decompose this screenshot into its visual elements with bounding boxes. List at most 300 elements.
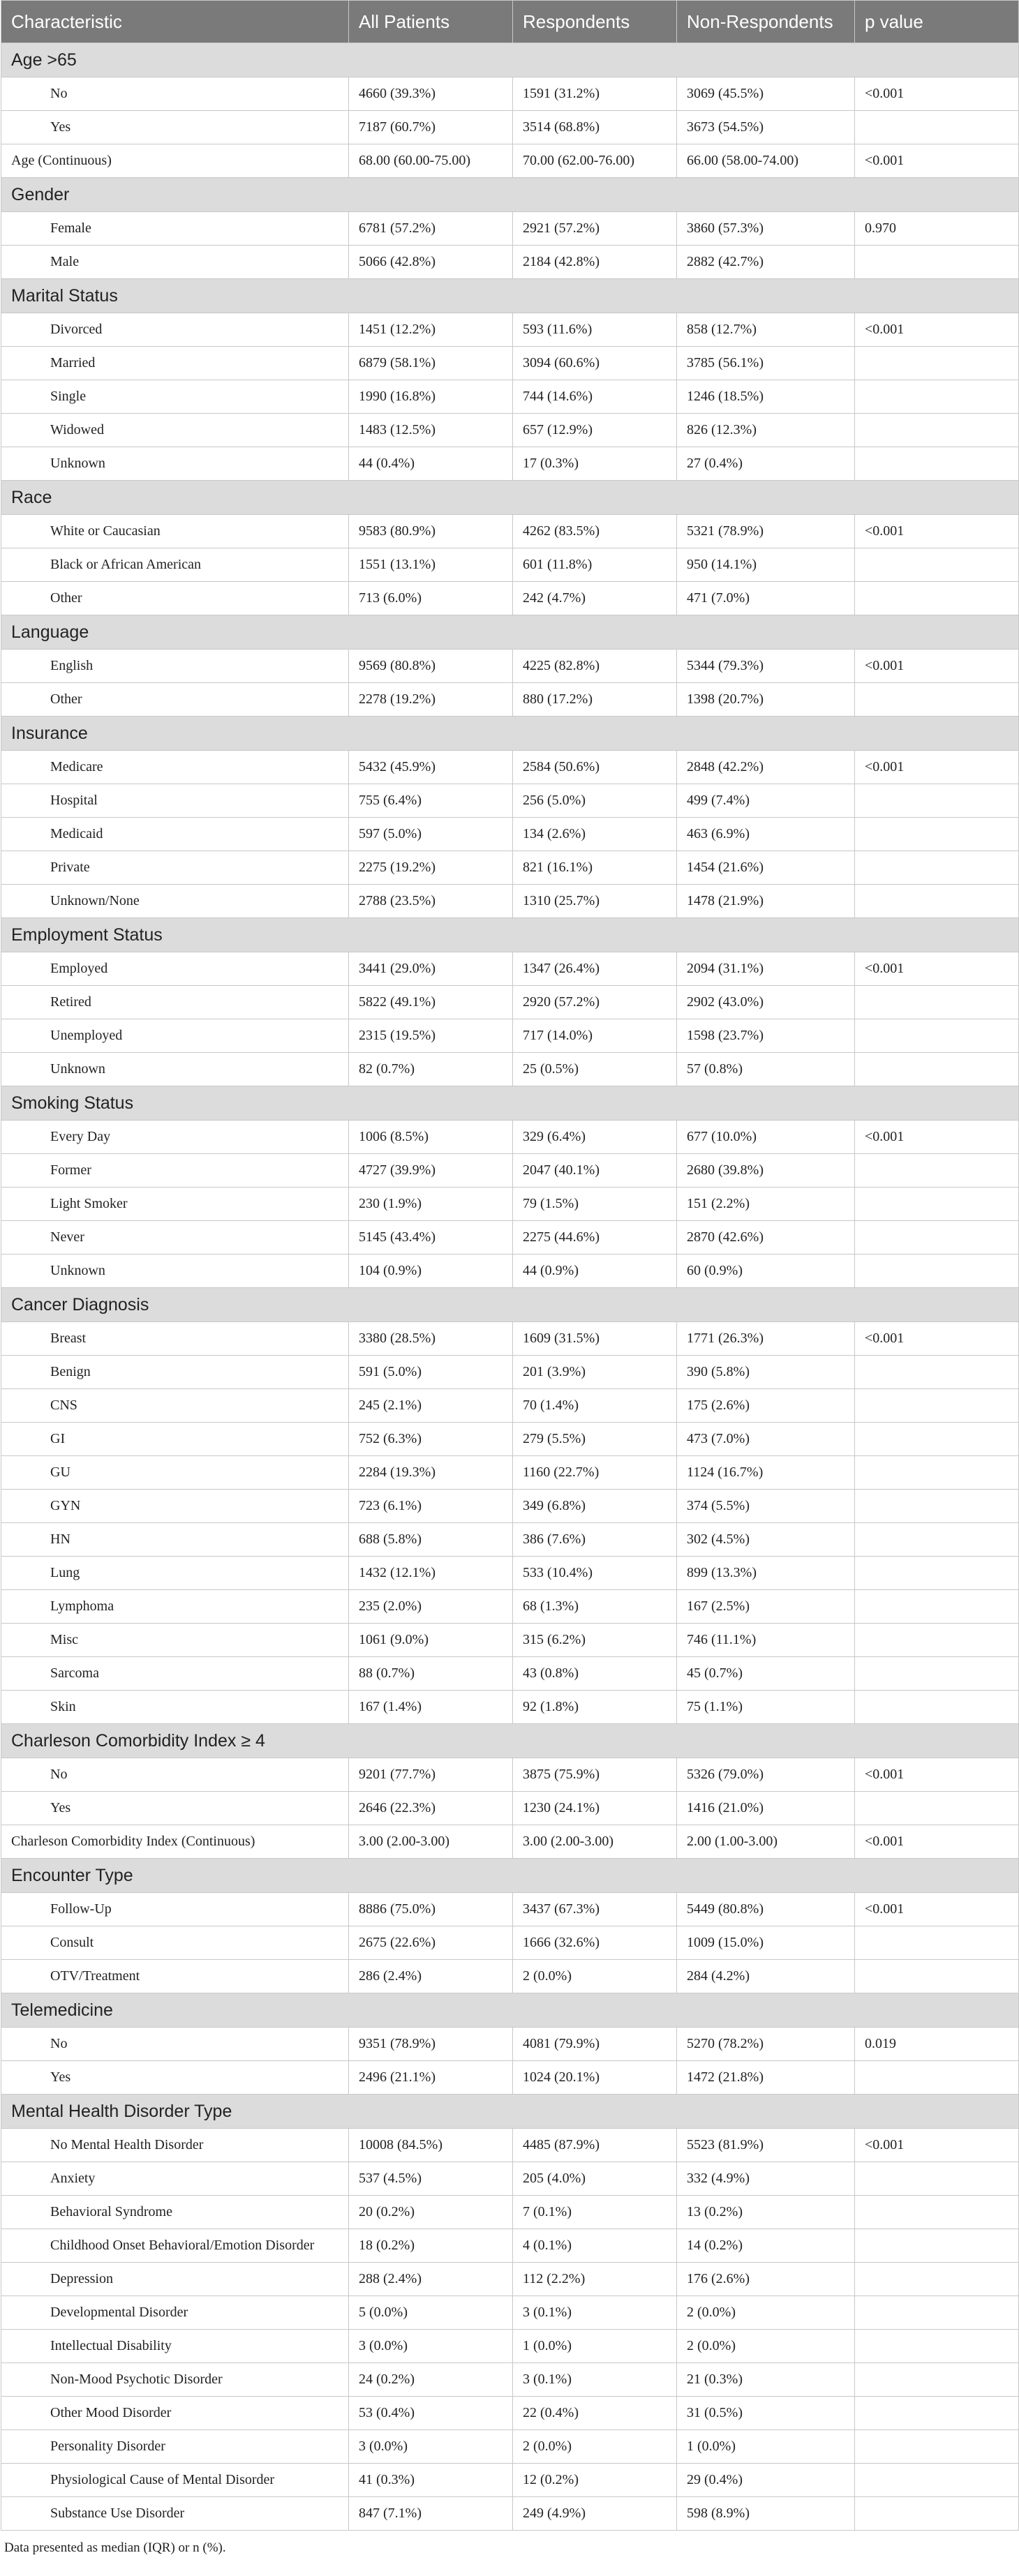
p-value-cell: [855, 1389, 1019, 1423]
group-label: Language: [1, 615, 1019, 650]
p-value-cell: <0.001: [855, 77, 1019, 111]
characteristic-cell: Divorced: [1, 313, 349, 347]
non-respondents-cell: 167 (2.5%): [677, 1590, 855, 1624]
table-row: [1, 751, 1019, 784]
p-value-cell: [855, 582, 1019, 615]
p-value-cell: <0.001: [855, 1322, 1019, 1356]
all-patients-cell: 3 (0.0%): [349, 2330, 513, 2363]
all-patients-cell: 9351 (78.9%): [349, 2028, 513, 2061]
group-header-row: [1, 1288, 1019, 1322]
group-label: Marital Status: [1, 279, 1019, 313]
non-respondents-cell: 677 (10.0%): [677, 1121, 855, 1154]
table-row: [1, 650, 1019, 683]
p-value-cell: [855, 447, 1019, 481]
group-header-row: [1, 178, 1019, 212]
table-row: [1, 212, 1019, 246]
characteristic-cell: Charleson Comorbidity Index (Continuous): [1, 1825, 349, 1859]
table-row: [1, 1019, 1019, 1053]
p-value-cell: [855, 1960, 1019, 1993]
characteristic-cell: No Mental Health Disorder: [1, 2129, 349, 2162]
p-value-cell: [855, 851, 1019, 885]
table-row: [1, 1792, 1019, 1825]
header-p-value: p value: [855, 1, 1019, 43]
table-row: [1, 2263, 1019, 2296]
non-respondents-cell: 899 (13.3%): [677, 1557, 855, 1590]
table-row: [1, 144, 1019, 178]
all-patients-cell: 537 (4.5%): [349, 2162, 513, 2196]
respondents-cell: 657 (12.9%): [513, 414, 677, 447]
respondents-cell: 1160 (22.7%): [513, 1456, 677, 1490]
p-value-cell: <0.001: [855, 1121, 1019, 1154]
table-row: [1, 1825, 1019, 1859]
table-header-row: [1, 1, 1019, 43]
p-value-cell: [855, 1255, 1019, 1288]
table-row: [1, 2296, 1019, 2330]
respondents-cell: 1024 (20.1%): [513, 2061, 677, 2095]
table-row: [1, 246, 1019, 279]
all-patients-cell: 688 (5.8%): [349, 1523, 513, 1557]
all-patients-cell: 288 (2.4%): [349, 2263, 513, 2296]
all-patients-cell: 53 (0.4%): [349, 2397, 513, 2430]
table-row: [1, 1221, 1019, 1255]
respondents-cell: 1666 (32.6%): [513, 1926, 677, 1960]
non-respondents-cell: 2 (0.0%): [677, 2296, 855, 2330]
characteristic-cell: GYN: [1, 1490, 349, 1523]
respondents-cell: 1609 (31.5%): [513, 1322, 677, 1356]
p-value-cell: <0.001: [855, 515, 1019, 548]
all-patients-cell: 1432 (12.1%): [349, 1557, 513, 1590]
all-patients-cell: 5432 (45.9%): [349, 751, 513, 784]
non-respondents-cell: 471 (7.0%): [677, 582, 855, 615]
group-header-row: [1, 481, 1019, 515]
table-row: [1, 1255, 1019, 1288]
all-patients-cell: 3.00 (2.00-3.00): [349, 1825, 513, 1859]
header-all-patients: All Patients: [349, 1, 513, 43]
respondents-cell: 3875 (75.9%): [513, 1758, 677, 1792]
characteristic-cell: Intellectual Disability: [1, 2330, 349, 2363]
non-respondents-cell: 66.00 (58.00-74.00): [677, 144, 855, 178]
all-patients-cell: 245 (2.1%): [349, 1389, 513, 1423]
respondents-cell: 1 (0.0%): [513, 2330, 677, 2363]
p-value-cell: [855, 2497, 1019, 2531]
table-row: [1, 1624, 1019, 1657]
p-value-cell: [855, 2464, 1019, 2497]
table-row: [1, 683, 1019, 717]
table-row: [1, 548, 1019, 582]
table-row: [1, 986, 1019, 1019]
respondents-cell: 4262 (83.5%): [513, 515, 677, 548]
all-patients-cell: 8886 (75.0%): [349, 1893, 513, 1926]
characteristic-cell: No: [1, 1758, 349, 1792]
respondents-cell: 2920 (57.2%): [513, 986, 677, 1019]
characteristic-cell: Sarcoma: [1, 1657, 349, 1691]
all-patients-cell: 597 (5.0%): [349, 818, 513, 851]
all-patients-cell: 9583 (80.9%): [349, 515, 513, 548]
patient-characteristics-table: [1, 0, 1019, 2531]
respondents-cell: 112 (2.2%): [513, 2263, 677, 2296]
group-label: Charleson Comorbidity Index ≥ 4: [1, 1724, 1019, 1758]
all-patients-cell: 88 (0.7%): [349, 1657, 513, 1691]
p-value-cell: [855, 1456, 1019, 1490]
table-row: [1, 1691, 1019, 1724]
non-respondents-cell: 29 (0.4%): [677, 2464, 855, 2497]
characteristic-cell: Follow-Up: [1, 1893, 349, 1926]
respondents-cell: 3 (0.1%): [513, 2363, 677, 2397]
all-patients-cell: 752 (6.3%): [349, 1423, 513, 1456]
respondents-cell: 3094 (60.6%): [513, 347, 677, 380]
characteristic-cell: Hospital: [1, 784, 349, 818]
group-header-row: [1, 2095, 1019, 2129]
p-value-cell: [855, 683, 1019, 717]
non-respondents-cell: 598 (8.9%): [677, 2497, 855, 2531]
table-row: [1, 1758, 1019, 1792]
all-patients-cell: 286 (2.4%): [349, 1960, 513, 1993]
group-header-row: [1, 1724, 1019, 1758]
p-value-cell: 0.019: [855, 2028, 1019, 2061]
non-respondents-cell: 1478 (21.9%): [677, 885, 855, 918]
table-row: [1, 2497, 1019, 2531]
p-value-cell: [855, 1019, 1019, 1053]
non-respondents-cell: 858 (12.7%): [677, 313, 855, 347]
group-header-row: [1, 1086, 1019, 1121]
p-value-cell: [855, 1590, 1019, 1624]
non-respondents-cell: 2680 (39.8%): [677, 1154, 855, 1188]
respondents-cell: 2047 (40.1%): [513, 1154, 677, 1188]
characteristic-cell: Other: [1, 582, 349, 615]
characteristic-cell: Single: [1, 380, 349, 414]
all-patients-cell: 68.00 (60.00-75.00): [349, 144, 513, 178]
p-value-cell: [855, 2196, 1019, 2229]
characteristic-cell: Light Smoker: [1, 1188, 349, 1221]
non-respondents-cell: 1454 (21.6%): [677, 851, 855, 885]
group-label: Smoking Status: [1, 1086, 1019, 1121]
respondents-cell: 22 (0.4%): [513, 2397, 677, 2430]
p-value-cell: [855, 986, 1019, 1019]
p-value-cell: [855, 2296, 1019, 2330]
non-respondents-cell: 1 (0.0%): [677, 2430, 855, 2464]
table-body: [1, 43, 1019, 2531]
all-patients-cell: 235 (2.0%): [349, 1590, 513, 1624]
all-patients-cell: 9201 (77.7%): [349, 1758, 513, 1792]
respondents-cell: 70 (1.4%): [513, 1389, 677, 1423]
p-value-cell: [855, 1221, 1019, 1255]
table-row: [1, 2061, 1019, 2095]
table-row: [1, 1590, 1019, 1624]
all-patients-cell: 2675 (22.6%): [349, 1926, 513, 1960]
characteristic-cell: Unknown/None: [1, 885, 349, 918]
p-value-cell: <0.001: [855, 1893, 1019, 1926]
all-patients-cell: 41 (0.3%): [349, 2464, 513, 2497]
non-respondents-cell: 175 (2.6%): [677, 1389, 855, 1423]
table-row: [1, 347, 1019, 380]
non-respondents-cell: 1771 (26.3%): [677, 1322, 855, 1356]
all-patients-cell: 755 (6.4%): [349, 784, 513, 818]
table-row: [1, 1523, 1019, 1557]
non-respondents-cell: 3069 (45.5%): [677, 77, 855, 111]
all-patients-cell: 6781 (57.2%): [349, 212, 513, 246]
table-row: [1, 1960, 1019, 1993]
non-respondents-cell: 284 (4.2%): [677, 1960, 855, 1993]
non-respondents-cell: 151 (2.2%): [677, 1188, 855, 1221]
table-row: [1, 1423, 1019, 1456]
p-value-cell: <0.001: [855, 313, 1019, 347]
respondents-cell: 533 (10.4%): [513, 1557, 677, 1590]
all-patients-cell: 3380 (28.5%): [349, 1322, 513, 1356]
table-row: [1, 414, 1019, 447]
respondents-cell: 3514 (68.8%): [513, 111, 677, 144]
table-row: [1, 2330, 1019, 2363]
characteristic-cell: Unknown: [1, 447, 349, 481]
characteristic-cell: Misc: [1, 1624, 349, 1657]
p-value-cell: 0.970: [855, 212, 1019, 246]
non-respondents-cell: 302 (4.5%): [677, 1523, 855, 1557]
characteristic-cell: Other Mood Disorder: [1, 2397, 349, 2430]
group-label: Mental Health Disorder Type: [1, 2095, 1019, 2129]
group-label: Age >65: [1, 43, 1019, 77]
header-respondents: Respondents: [513, 1, 677, 43]
non-respondents-cell: 2882 (42.7%): [677, 246, 855, 279]
group-label: Telemedicine: [1, 1993, 1019, 2028]
characteristic-cell: Every Day: [1, 1121, 349, 1154]
characteristic-cell: Substance Use Disorder: [1, 2497, 349, 2531]
table-row: [1, 1926, 1019, 1960]
all-patients-cell: 1990 (16.8%): [349, 380, 513, 414]
p-value-cell: <0.001: [855, 1758, 1019, 1792]
table-row: [1, 952, 1019, 986]
all-patients-cell: 2284 (19.3%): [349, 1456, 513, 1490]
all-patients-cell: 713 (6.0%): [349, 582, 513, 615]
group-header-row: [1, 918, 1019, 952]
characteristic-cell: Behavioral Syndrome: [1, 2196, 349, 2229]
p-value-cell: [855, 1523, 1019, 1557]
respondents-cell: 2584 (50.6%): [513, 751, 677, 784]
non-respondents-cell: 5344 (79.3%): [677, 650, 855, 683]
p-value-cell: [855, 1624, 1019, 1657]
group-label: Gender: [1, 178, 1019, 212]
p-value-cell: [855, 380, 1019, 414]
characteristic-cell: Consult: [1, 1926, 349, 1960]
non-respondents-cell: 2848 (42.2%): [677, 751, 855, 784]
respondents-cell: 2 (0.0%): [513, 1960, 677, 1993]
p-value-cell: [855, 2263, 1019, 2296]
p-value-cell: [855, 1188, 1019, 1221]
all-patients-cell: 1061 (9.0%): [349, 1624, 513, 1657]
non-respondents-cell: 473 (7.0%): [677, 1423, 855, 1456]
group-header-row: [1, 1993, 1019, 2028]
table-row: [1, 111, 1019, 144]
respondents-cell: 880 (17.2%): [513, 683, 677, 717]
p-value-cell: [855, 111, 1019, 144]
all-patients-cell: 1551 (13.1%): [349, 548, 513, 582]
group-label: Employment Status: [1, 918, 1019, 952]
table-row: [1, 1356, 1019, 1389]
all-patients-cell: 3441 (29.0%): [349, 952, 513, 986]
characteristic-cell: No: [1, 77, 349, 111]
all-patients-cell: 82 (0.7%): [349, 1053, 513, 1086]
all-patients-cell: 591 (5.0%): [349, 1356, 513, 1389]
respondents-cell: 2184 (42.8%): [513, 246, 677, 279]
non-respondents-cell: 57 (0.8%): [677, 1053, 855, 1086]
respondents-cell: 593 (11.6%): [513, 313, 677, 347]
table-row: [1, 2162, 1019, 2196]
table-row: [1, 1121, 1019, 1154]
non-respondents-cell: 2870 (42.6%): [677, 1221, 855, 1255]
all-patients-cell: 2788 (23.5%): [349, 885, 513, 918]
respondents-cell: 7 (0.1%): [513, 2196, 677, 2229]
all-patients-cell: 44 (0.4%): [349, 447, 513, 481]
non-respondents-cell: 3673 (54.5%): [677, 111, 855, 144]
table-row: [1, 582, 1019, 615]
non-respondents-cell: 176 (2.6%): [677, 2263, 855, 2296]
respondents-cell: 17 (0.3%): [513, 447, 677, 481]
table-row: [1, 1893, 1019, 1926]
characteristic-cell: Private: [1, 851, 349, 885]
respondents-cell: 279 (5.5%): [513, 1423, 677, 1456]
respondents-cell: 3 (0.1%): [513, 2296, 677, 2330]
characteristic-cell: Anxiety: [1, 2162, 349, 2196]
characteristic-cell: Male: [1, 246, 349, 279]
group-label: Insurance: [1, 717, 1019, 751]
group-header-row: [1, 717, 1019, 751]
characteristic-cell: Depression: [1, 2263, 349, 2296]
respondents-cell: 386 (7.6%): [513, 1523, 677, 1557]
respondents-cell: 1230 (24.1%): [513, 1792, 677, 1825]
non-respondents-cell: 499 (7.4%): [677, 784, 855, 818]
non-respondents-cell: 1416 (21.0%): [677, 1792, 855, 1825]
non-respondents-cell: 1472 (21.8%): [677, 2061, 855, 2095]
table-row: [1, 885, 1019, 918]
respondents-cell: 70.00 (62.00-76.00): [513, 144, 677, 178]
all-patients-cell: 2315 (19.5%): [349, 1019, 513, 1053]
all-patients-cell: 18 (0.2%): [349, 2229, 513, 2263]
non-respondents-cell: 2094 (31.1%): [677, 952, 855, 986]
table-row: [1, 1322, 1019, 1356]
table-row: [1, 1389, 1019, 1423]
non-respondents-cell: 21 (0.3%): [677, 2363, 855, 2397]
respondents-cell: 205 (4.0%): [513, 2162, 677, 2196]
characteristic-cell: Black or African American: [1, 548, 349, 582]
p-value-cell: [855, 1490, 1019, 1523]
table-row: [1, 380, 1019, 414]
all-patients-cell: 6879 (58.1%): [349, 347, 513, 380]
all-patients-cell: 2646 (22.3%): [349, 1792, 513, 1825]
non-respondents-cell: 950 (14.1%): [677, 548, 855, 582]
respondents-cell: 249 (4.9%): [513, 2497, 677, 2531]
header-characteristic: Characteristic: [1, 1, 349, 43]
all-patients-cell: 847 (7.1%): [349, 2497, 513, 2531]
respondents-cell: 44 (0.9%): [513, 1255, 677, 1288]
characteristic-cell: Yes: [1, 1792, 349, 1825]
table-row: [1, 2028, 1019, 2061]
p-value-cell: <0.001: [855, 751, 1019, 784]
characteristic-cell: Medicare: [1, 751, 349, 784]
characteristic-cell: Non-Mood Psychotic Disorder: [1, 2363, 349, 2397]
group-label: Race: [1, 481, 1019, 515]
p-value-cell: [855, 818, 1019, 851]
all-patients-cell: 3 (0.0%): [349, 2430, 513, 2464]
non-respondents-cell: 1246 (18.5%): [677, 380, 855, 414]
all-patients-cell: 5 (0.0%): [349, 2296, 513, 2330]
p-value-cell: <0.001: [855, 144, 1019, 178]
respondents-cell: 349 (6.8%): [513, 1490, 677, 1523]
characteristic-cell: Benign: [1, 1356, 349, 1389]
all-patients-cell: 2278 (19.2%): [349, 683, 513, 717]
table-row: [1, 447, 1019, 481]
table-row: [1, 2229, 1019, 2263]
respondents-cell: 68 (1.3%): [513, 1590, 677, 1624]
group-label: Encounter Type: [1, 1859, 1019, 1893]
p-value-cell: [855, 885, 1019, 918]
p-value-cell: [855, 414, 1019, 447]
respondents-cell: 1591 (31.2%): [513, 77, 677, 111]
characteristic-cell: GU: [1, 1456, 349, 1490]
non-respondents-cell: 5270 (78.2%): [677, 2028, 855, 2061]
non-respondents-cell: 60 (0.9%): [677, 1255, 855, 1288]
all-patients-cell: 1006 (8.5%): [349, 1121, 513, 1154]
characteristic-cell: Unemployed: [1, 1019, 349, 1053]
characteristic-cell: White or Caucasian: [1, 515, 349, 548]
p-value-cell: [855, 1154, 1019, 1188]
table-row: [1, 1657, 1019, 1691]
respondents-cell: 4485 (87.9%): [513, 2129, 677, 2162]
characteristic-cell: Physiological Cause of Mental Disorder: [1, 2464, 349, 2497]
p-value-cell: [855, 2363, 1019, 2397]
p-value-cell: [855, 2061, 1019, 2095]
characteristic-cell: English: [1, 650, 349, 683]
table-row: [1, 2196, 1019, 2229]
non-respondents-cell: 2.00 (1.00-3.00): [677, 1825, 855, 1859]
respondents-cell: 92 (1.8%): [513, 1691, 677, 1724]
table-row: [1, 1557, 1019, 1590]
respondents-cell: 2921 (57.2%): [513, 212, 677, 246]
non-respondents-cell: 2902 (43.0%): [677, 986, 855, 1019]
table-row: [1, 515, 1019, 548]
non-respondents-cell: 374 (5.5%): [677, 1490, 855, 1523]
characteristic-cell: Skin: [1, 1691, 349, 1724]
respondents-cell: 2 (0.0%): [513, 2430, 677, 2464]
respondents-cell: 2275 (44.6%): [513, 1221, 677, 1255]
respondents-cell: 329 (6.4%): [513, 1121, 677, 1154]
respondents-cell: 315 (6.2%): [513, 1624, 677, 1657]
group-header-row: [1, 615, 1019, 650]
all-patients-cell: 104 (0.9%): [349, 1255, 513, 1288]
group-label: Cancer Diagnosis: [1, 1288, 1019, 1322]
respondents-cell: 717 (14.0%): [513, 1019, 677, 1053]
all-patients-cell: 10008 (84.5%): [349, 2129, 513, 2162]
non-respondents-cell: 390 (5.8%): [677, 1356, 855, 1389]
characteristic-cell: Yes: [1, 111, 349, 144]
characteristic-cell: Lung: [1, 1557, 349, 1590]
characteristic-cell: Married: [1, 347, 349, 380]
non-respondents-cell: 27 (0.4%): [677, 447, 855, 481]
group-header-row: [1, 1859, 1019, 1893]
respondents-cell: 744 (14.6%): [513, 380, 677, 414]
characteristic-cell: OTV/Treatment: [1, 1960, 349, 1993]
p-value-cell: [855, 1557, 1019, 1590]
p-value-cell: [855, 2430, 1019, 2464]
non-respondents-cell: 1124 (16.7%): [677, 1456, 855, 1490]
characteristic-cell: Retired: [1, 986, 349, 1019]
all-patients-cell: 20 (0.2%): [349, 2196, 513, 2229]
respondents-cell: 4081 (79.9%): [513, 2028, 677, 2061]
p-value-cell: [855, 1053, 1019, 1086]
table-row: [1, 313, 1019, 347]
table-row: [1, 2129, 1019, 2162]
respondents-cell: 256 (5.0%): [513, 784, 677, 818]
all-patients-cell: 2275 (19.2%): [349, 851, 513, 885]
all-patients-cell: 1483 (12.5%): [349, 414, 513, 447]
p-value-cell: [855, 784, 1019, 818]
